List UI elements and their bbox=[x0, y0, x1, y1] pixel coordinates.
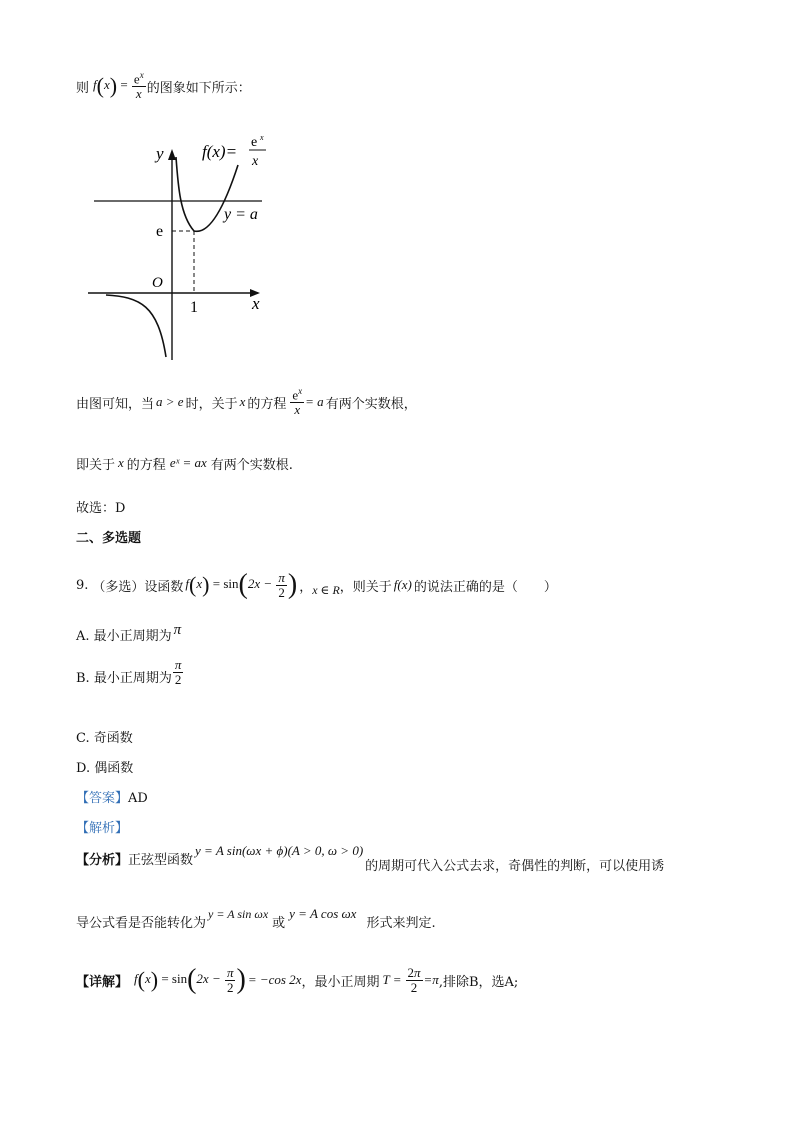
section-title: 二、多选题 bbox=[76, 531, 142, 546]
xiangjie-tag: 【详解】 bbox=[76, 974, 129, 990]
xiangjie-equation: f(x) = sin(2x − $\frac{\pi}{2}$ ) bbox=[134, 964, 246, 995]
question-tail: ，则关于 bbox=[339, 579, 392, 595]
xiangjie-eq-rhs: = −cos 2x bbox=[247, 972, 302, 987]
option-d: D. 偶函数 bbox=[76, 761, 134, 776]
fenxi-formula-cos: y = A cos ωx bbox=[289, 906, 357, 921]
fenxi-tag: 【分析】 bbox=[76, 852, 129, 868]
para2-text-2: 的方程 bbox=[126, 457, 166, 473]
option-b-label: B. 最小正周期为 bbox=[76, 670, 172, 686]
para1-var: x bbox=[239, 394, 246, 409]
origin-label: O bbox=[152, 275, 163, 291]
xiangjie-period-fraction: $\frac{2\pi}{2}$ bbox=[407, 964, 421, 995]
para1-text-4: 有两个实数根， bbox=[325, 396, 417, 412]
intro-function: f(x) = $\frac{e^x}{x}$ bbox=[93, 70, 144, 102]
option-c: C. 奇函数 bbox=[76, 731, 133, 746]
y-axis-label: y bbox=[156, 144, 164, 163]
option-a bbox=[76, 622, 181, 646]
y-axis-arrow bbox=[168, 149, 176, 160]
para1-fraction: $\frac{e^x}{x}$ bbox=[292, 386, 303, 418]
line-label: y = a bbox=[224, 206, 258, 223]
intro-suffix: 的图象如下所示： bbox=[146, 80, 251, 96]
fenxi-line-1 bbox=[76, 843, 665, 874]
intro-prefix: 则 bbox=[76, 80, 90, 96]
fenxi-text-1: 正弦型函数 bbox=[128, 852, 194, 868]
analysis-tag: 【解析】 bbox=[76, 821, 129, 836]
xiangjie-line bbox=[76, 958, 518, 1002]
fenxi-or: 或 bbox=[272, 915, 286, 931]
para1-text-1: 由图可知，当 bbox=[76, 396, 155, 412]
question-9 bbox=[76, 565, 557, 605]
para1-eq-rhs: = a bbox=[305, 394, 324, 409]
para2-var: x bbox=[118, 455, 124, 470]
question-function: f(x) = sin(2x − $\frac{\pi}{2}$ ) bbox=[185, 569, 298, 600]
para1-condition: a > e bbox=[156, 394, 184, 409]
para1-text-2: 时，关于 bbox=[185, 396, 238, 412]
xiangjie-period-eq: =π bbox=[423, 972, 439, 987]
question-comma: ， bbox=[299, 579, 313, 595]
x-axis-label: x bbox=[252, 294, 260, 313]
func-label-num-exp: x bbox=[260, 135, 264, 142]
func-label: f(x)= bbox=[202, 142, 238, 161]
func-label-num: e bbox=[251, 135, 258, 150]
question-fx: f(x) bbox=[393, 577, 412, 592]
answer-value: AD bbox=[128, 791, 148, 806]
paragraph-1 bbox=[76, 380, 417, 424]
para2-text-1: 即关于 bbox=[76, 457, 116, 473]
func-label-den: x bbox=[252, 154, 259, 169]
tick-1-label: 1 bbox=[190, 299, 198, 316]
option-b-fraction: $\frac{\pi}{2}$ bbox=[174, 656, 182, 687]
para2-text-3: 有两个实数根. bbox=[210, 457, 293, 473]
para2-equation: eˣ = ax bbox=[169, 455, 207, 470]
fenxi-formula-sin: y = A sin ωx bbox=[208, 906, 269, 921]
e-label: e bbox=[156, 223, 164, 240]
fenxi-formula: y = A sin(ωx + ϕ)(A > 0, ω > 0) bbox=[195, 843, 364, 858]
question-type: （多选）设函数 bbox=[92, 579, 184, 595]
function-graph bbox=[80, 135, 280, 365]
option-a-pi: π bbox=[173, 621, 182, 638]
para1-text-3: 的方程 bbox=[247, 396, 287, 412]
paragraph-2 bbox=[76, 450, 293, 476]
answer-line: 故选：D bbox=[76, 501, 126, 516]
fenxi-text-2: 的周期可代入公式去求，奇偶性的判断，可以使用诱 bbox=[365, 858, 665, 874]
fenxi-line2-text-2: 形式来判定. bbox=[366, 915, 436, 931]
xiangjie-T: T = bbox=[382, 972, 402, 987]
option-b bbox=[76, 656, 184, 696]
xiangjie-text-1: ，最小正周期 bbox=[301, 974, 380, 990]
xiangjie-text-2: ,排除B，选A; bbox=[438, 974, 519, 990]
question-domain: x ∈ R bbox=[312, 582, 340, 597]
option-a-label: A. 最小正周期为 bbox=[76, 628, 172, 644]
fenxi-line2-text-1: 导公式看是否能转化为 bbox=[76, 915, 207, 931]
intro-line bbox=[76, 66, 251, 106]
curve-left-branch bbox=[106, 295, 166, 357]
answer-row bbox=[76, 787, 148, 806]
question-number: 9. bbox=[76, 577, 89, 593]
question-tail-2: 的说法正确的是（ ） bbox=[413, 579, 557, 595]
fenxi-line-2 bbox=[76, 908, 436, 934]
answer-tag: 【答案】 bbox=[76, 791, 129, 806]
